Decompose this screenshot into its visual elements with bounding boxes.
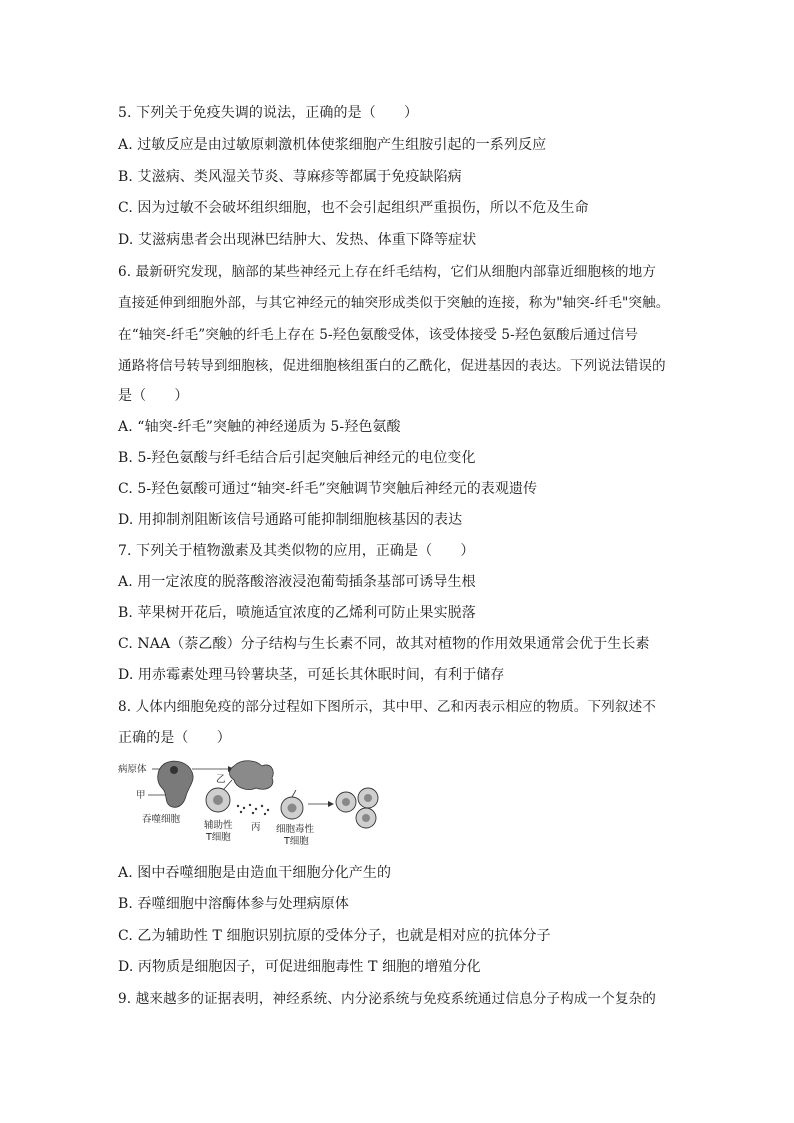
q7-option-c: C. NAA（萘乙酸）分子结构与生长素不同，故其对植物的作用效果通常会优于生长素 bbox=[118, 636, 650, 652]
q5-option-a: A. 过敏反应是由过敏原刺激机体使浆细胞产生组胺引起的一系列反应 bbox=[118, 137, 547, 153]
cytotoxic-t-nucleus bbox=[288, 804, 297, 813]
q5-option-b: B. 艾滋病、类风湿关节炎、荨麻疹等都属于免疫缺陷病 bbox=[118, 169, 462, 185]
q5-option-c: C. 因为过敏不会破坏组织细胞，也不会引起组织严重损伤，所以不危及生命 bbox=[118, 200, 589, 216]
pathogen-particle bbox=[170, 766, 178, 774]
q6-stem-line-5: 是（ ） bbox=[118, 388, 189, 404]
helper-t-nucleus bbox=[213, 795, 223, 805]
q8-stem-line-1: 8. 人体内细胞免疫的部分过程如下图所示，其中甲、乙和丙表示相应的物质。下列叙述不 bbox=[118, 699, 656, 715]
q6-option-b: B. 5-羟色氨酸与纤毛结合后引起突触后神经元的电位变化 bbox=[118, 450, 476, 466]
label-cytotoxic-t-1: 细胞毒性 bbox=[276, 824, 315, 835]
label-helper-t-2: T细胞 bbox=[206, 832, 231, 843]
q6-stem-line-1: 6. 最新研究发现，脑部的某些神经元上存在纤毛结构，它们从细胞内部靠近细胞核的地方 bbox=[118, 264, 656, 280]
label-phagocyte: 吞噬细胞 bbox=[142, 814, 181, 825]
q7-option-a: A. 用一定浓度的脱落酸溶液浸泡葡萄插条基部可诱导生根 bbox=[118, 574, 476, 590]
q8-option-b: B. 吞噬细胞中溶酶体参与处理病原体 bbox=[118, 896, 349, 912]
q6-stem-line-2: 直接延伸到细胞外部，与其它神经元的轴突形成类似于突触的连接，称为"轴突-纤毛"突触。 bbox=[118, 295, 670, 311]
q5-stem: 5. 下列关于免疫失调的说法，正确的是（ ） bbox=[118, 105, 419, 121]
label-cytotoxic-t-2: T细胞 bbox=[284, 836, 309, 847]
q8-option-c: C. 乙为辅助性 T 细胞识别抗原的受体分子，也就是相对应的抗体分子 bbox=[118, 928, 551, 944]
cytokine-dots bbox=[237, 804, 269, 815]
q6-option-c: C. 5-羟色氨酸可通过“轴突-纤毛”突触调节突触后神经元的表观遗传 bbox=[118, 481, 538, 497]
label-jia: 甲 bbox=[136, 790, 146, 801]
immunity-diagram bbox=[116, 758, 396, 850]
q7-option-b: B. 苹果树开花后，喷施适宜浓度的乙烯利可防止果实脱落 bbox=[118, 605, 476, 621]
q6-option-a: A. “轴突-纤毛”突触的神经递质为 5-羟色氨酸 bbox=[118, 419, 401, 435]
antigen-presenting-cell bbox=[230, 761, 274, 790]
label-bing: 丙 bbox=[251, 822, 261, 833]
daughter-cell-1-nucleus bbox=[342, 798, 350, 806]
arrow-2-head bbox=[328, 801, 334, 807]
q6-stem-line-4: 通路将信号转导到细胞核，促进细胞核组蛋白的乙酰化，促进基因的表达。下列说法错误的 bbox=[118, 358, 666, 374]
daughter-cell-2-nucleus bbox=[364, 794, 372, 802]
cytotoxic-receptor bbox=[292, 790, 296, 797]
q5-option-d: D. 艾滋病患者会出现淋巴结肿大、发热、体重下降等症状 bbox=[118, 232, 477, 248]
q9-stem: 9. 越来越多的证据表明，神经系统、内分泌系统与免疫系统通过信息分子构成一个复杂的 bbox=[118, 991, 656, 1007]
label-pathogen: 病原体 bbox=[118, 764, 147, 775]
q8-option-a: A. 图中吞噬细胞是由造血干细胞分化产生的 bbox=[118, 865, 392, 881]
label-yi: 乙 bbox=[216, 774, 226, 785]
q6-stem-line-3: 在“轴突-纤毛”突触的纤毛上存在 5-羟色氨酸受体，该受体接受 5-羟色氨酸后通过信号 bbox=[118, 327, 639, 343]
daughter-cell-3-nucleus bbox=[362, 814, 370, 822]
q8-stem-line-2: 正确的是（ ） bbox=[118, 730, 231, 746]
q7-option-d: D. 用赤霉素处理马铃薯块茎，可延长其休眠时间，有利于储存 bbox=[118, 667, 505, 683]
q6-option-d: D. 用抑制剂阻断该信号通路可能抑制细胞核基因的表达 bbox=[118, 512, 463, 528]
q8-option-d: D. 丙物质是细胞因子，可促进细胞毒性 T 细胞的增殖分化 bbox=[118, 959, 481, 975]
label-helper-t-1: 辅助性 bbox=[204, 820, 233, 831]
q7-stem: 7. 下列关于植物激素及其类似物的应用，正确是（ ） bbox=[118, 543, 475, 559]
